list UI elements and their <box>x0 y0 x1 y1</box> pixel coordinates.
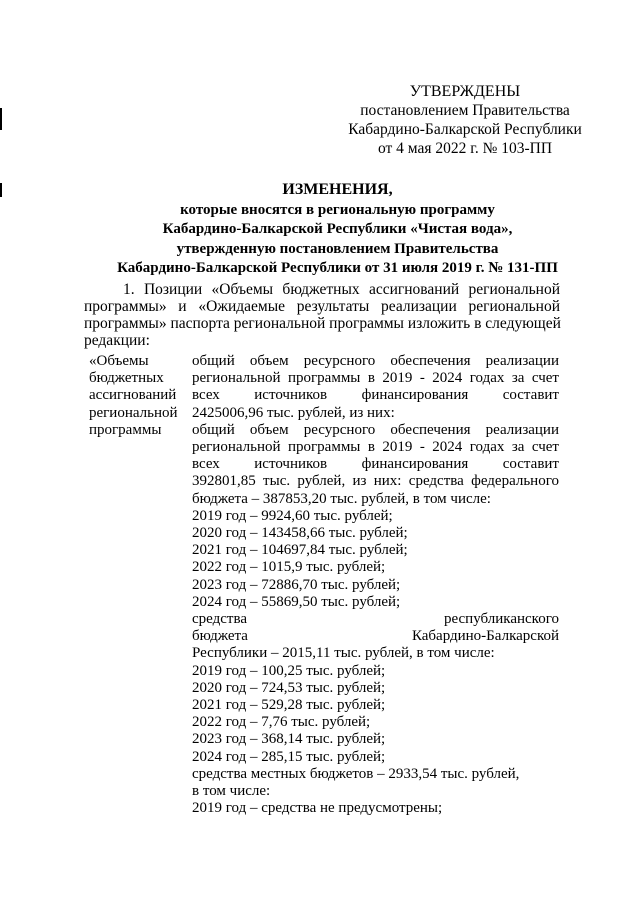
value-line: 2021 год – 529,28 тыс. рублей; <box>192 697 386 714</box>
title-main: ИЗМЕНЕНИЯ, <box>282 181 393 198</box>
value-line: 2020 год – 724,53 тыс. рублей; <box>192 679 386 696</box>
approval-line: от 4 мая 2022 г. № 103-ПП <box>377 140 553 157</box>
intro-line: программы» и «Ожидаемые результаты реализации региональной <box>84 298 560 315</box>
value-line: 2022 год – 1015,9 тыс. рублей; <box>192 559 386 576</box>
label-line: бюджетных <box>89 370 164 387</box>
value-line: 2021 год – 104697,84 тыс. рублей; <box>192 542 408 559</box>
value-line: Республики – 2015,11 тыс. рублей, в том числе: <box>192 645 495 662</box>
value-line: общий объем ресурсного обеспечения реализации <box>192 353 559 369</box>
approval-line: постановлением Правительства <box>360 102 570 119</box>
table-label-column <box>89 353 189 439</box>
approval-block <box>330 82 600 158</box>
title-line: утвержденную постановлением Правительства <box>176 240 499 257</box>
table-value-column <box>192 353 559 817</box>
document-title <box>80 180 595 279</box>
value-line: всех источников финансирования составит <box>192 456 559 473</box>
title-line: Кабардино-Балкарской Республики от 31 июля 2019 г. № 131-ПП <box>117 260 558 276</box>
approval-line: Кабардино-Балкарской Республики <box>348 121 582 138</box>
value-line: всех источников финансирования составит <box>192 387 559 404</box>
label-line: «Объемы <box>89 353 149 369</box>
scan-edge-mark <box>0 183 2 197</box>
label-line: региональной <box>89 404 178 421</box>
value-line: 392801,85 тыс. рублей, из них: средства федерального <box>192 473 559 490</box>
intro-line: 1. Позиции «Объемы бюджетных ассигнований региональной <box>123 281 560 298</box>
value-line: в том числе: <box>192 783 271 800</box>
value-line: 2024 год – 285,15 тыс. рублей; <box>192 748 386 765</box>
label-line: ассигнований <box>89 387 177 404</box>
title-line: которые вносятся в региональную программу <box>180 201 495 218</box>
value-line: 2425006,96 тыс. рублей, из них: <box>192 404 395 421</box>
value-line: бюджета – 387853,20 тыс. рублей, в том числе: <box>192 490 491 507</box>
value-line: 2023 год – 72886,70 тыс. рублей; <box>192 576 401 593</box>
value-line: бюджета Кабардино-Балкарской <box>192 628 559 645</box>
label-line: программы <box>89 421 162 438</box>
title-line: Кабардино-Балкарской Республики «Чистая вода», <box>162 221 513 237</box>
value-line: 2020 год – 143458,66 тыс. рублей; <box>192 525 408 542</box>
value-line: региональной программы в 2019 - 2024 годах за счет <box>192 370 559 387</box>
value-line: средства республиканского <box>192 611 559 628</box>
value-line: 2019 год – 9924,60 тыс. рублей; <box>192 507 393 524</box>
value-line: общий объем ресурсного обеспечения реализации <box>192 421 559 438</box>
intro-line: программы» паспорта региональной программы изложить в следующей <box>84 315 561 332</box>
intro-line: редакции: <box>84 332 150 349</box>
value-line: 2019 год – 100,25 тыс. рублей; <box>192 662 386 679</box>
approval-heading: УТВЕРЖДЕНЫ <box>409 83 521 100</box>
value-line: 2022 год – 7,76 тыс. рублей; <box>192 714 371 731</box>
value-line: 2019 год – средства не предусмотрены; <box>192 800 443 817</box>
value-line: 2023 год – 368,14 тыс. рублей; <box>192 731 386 748</box>
value-line: 2024 год – 55869,50 тыс. рублей; <box>192 593 401 610</box>
value-line: региональной программы в 2019 - 2024 годах за счет <box>192 439 559 456</box>
scan-edge-mark <box>0 108 2 130</box>
value-line: средства местных бюджетов – 2933,54 тыс. рублей, <box>192 765 520 782</box>
intro-paragraph <box>84 281 560 349</box>
